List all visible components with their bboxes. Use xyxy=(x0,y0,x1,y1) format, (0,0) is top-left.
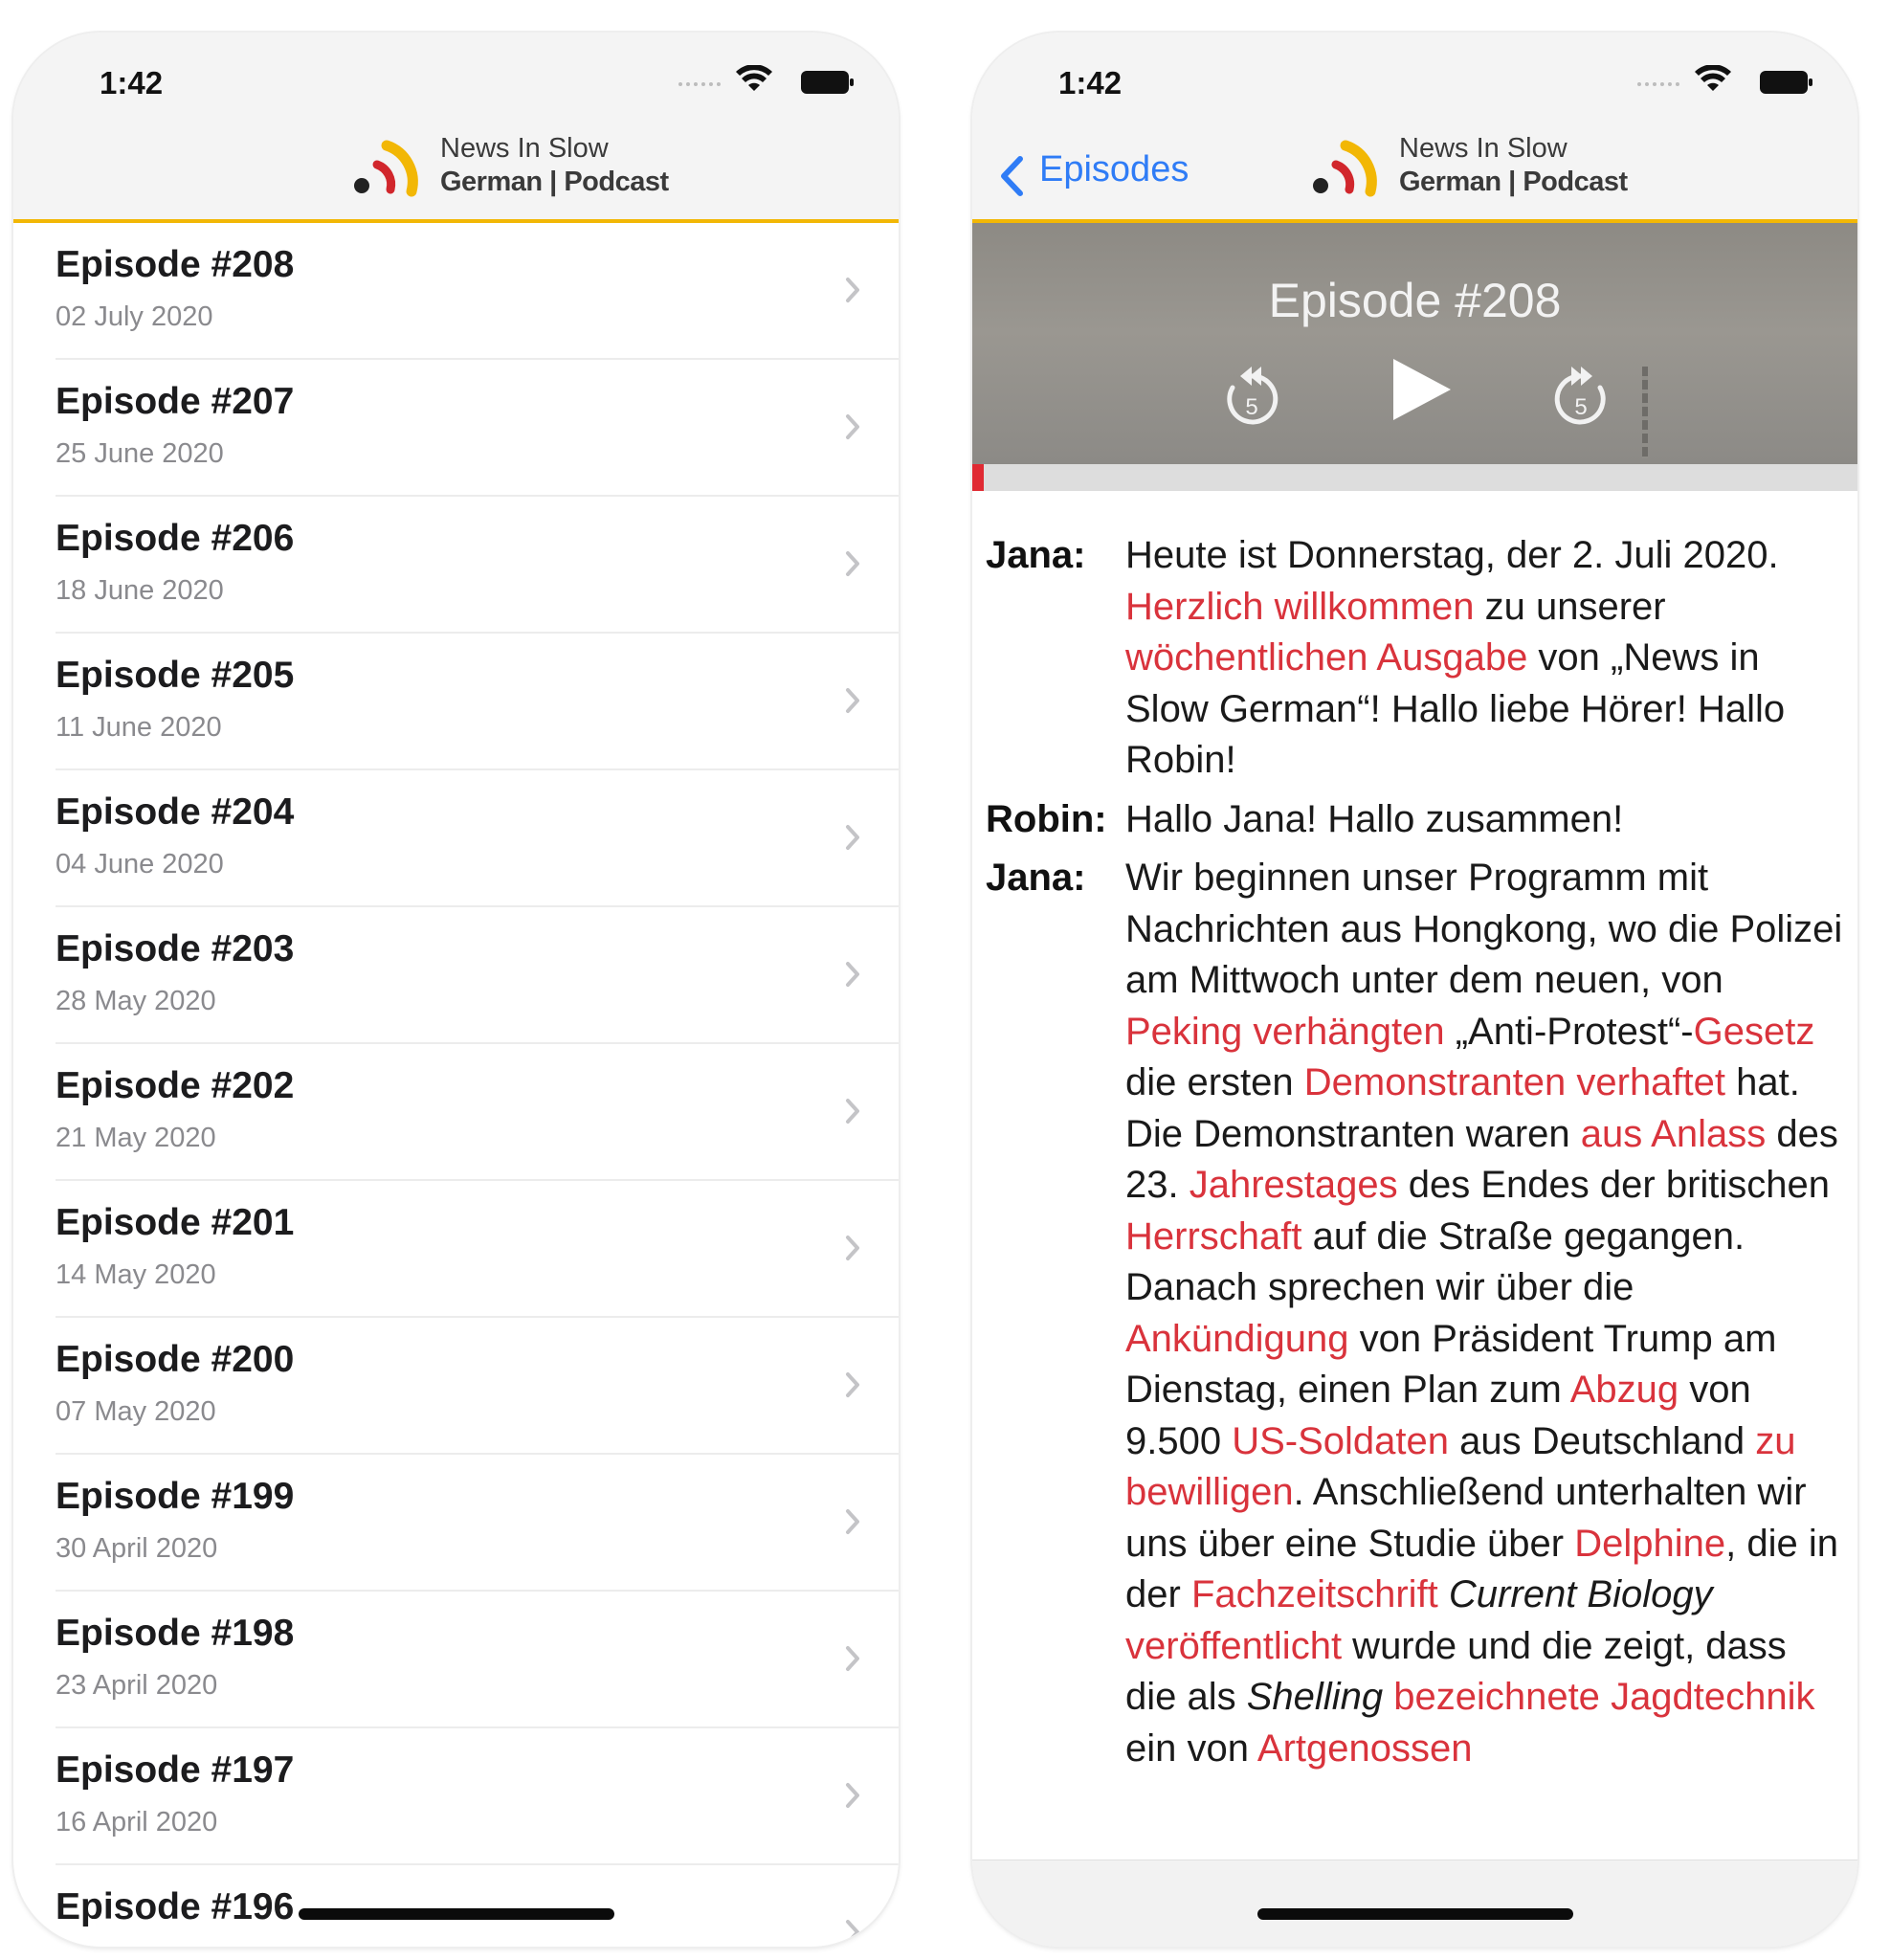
transcript-segment: ein von xyxy=(1125,1726,1257,1770)
chevron-right-icon xyxy=(845,1919,860,1946)
vocabulary-term[interactable]: veröffentlicht xyxy=(1125,1624,1343,1667)
vocabulary-term[interactable]: Jagdtechnik xyxy=(1611,1676,1815,1718)
episode-row[interactable] xyxy=(13,497,899,634)
logo-text xyxy=(440,132,669,199)
episode-title: Episode #205 xyxy=(56,655,295,696)
rewind-seconds: 5 xyxy=(1245,394,1258,420)
episode-date: 23 April 2020 xyxy=(56,1670,218,1701)
cellular-signal-icon xyxy=(1637,82,1679,90)
episode-date: 30 April 2020 xyxy=(56,1533,218,1564)
rewind-5-button[interactable] xyxy=(1217,357,1286,438)
rewind-5-icon xyxy=(1217,357,1286,434)
chevron-right-icon xyxy=(845,1371,860,1398)
episode-row[interactable] xyxy=(13,1592,899,1728)
chevron-right-icon xyxy=(845,1508,860,1535)
battery-icon xyxy=(801,71,855,94)
transcript-text xyxy=(1125,530,1847,787)
episode-date: 16 April 2020 xyxy=(56,1807,218,1838)
episode-title: Episode #208 xyxy=(56,244,295,285)
episode-row[interactable] xyxy=(13,1728,899,1865)
app-logo xyxy=(1307,128,1628,205)
playback-progress-fill xyxy=(972,464,984,491)
transcript xyxy=(986,530,1847,1782)
back-button-label: Episodes xyxy=(1039,149,1190,189)
transcript-text xyxy=(1125,794,1847,846)
vocabulary-term[interactable]: Ankündigung xyxy=(1125,1317,1349,1360)
vocabulary-term[interactable]: Herzlich willkommen xyxy=(1125,585,1475,628)
player-episode-title: Episode #208 xyxy=(1268,274,1562,327)
play-icon xyxy=(1384,353,1456,426)
transcript-segment: wurde und die zeigt, dass die als xyxy=(1125,1624,1787,1718)
rss-broadcast-icon xyxy=(1307,128,1393,205)
episode-title: Episode #197 xyxy=(56,1749,295,1791)
battery-icon xyxy=(1760,71,1813,94)
speaker-name: Jana: xyxy=(986,857,1086,899)
episode-title: Episode #203 xyxy=(56,928,295,969)
app-logo xyxy=(348,128,669,205)
transcript-segment xyxy=(1383,1676,1393,1718)
rss-broadcast-icon xyxy=(348,128,434,205)
episode-title: Episode #200 xyxy=(56,1339,295,1380)
nav-header xyxy=(972,33,1857,223)
transcript-segment: Hallo Jana! Hallo zusammen! xyxy=(1125,797,1624,840)
episode-date: 14 May 2020 xyxy=(56,1259,216,1290)
vocabulary-term[interactable]: Herrschaft xyxy=(1125,1214,1302,1258)
episode-date: 25 June 2020 xyxy=(56,438,224,469)
episode-date: 18 June 2020 xyxy=(56,575,224,606)
home-indicator[interactable] xyxy=(1257,1908,1573,1920)
forward-5-button[interactable] xyxy=(1546,357,1615,438)
bottom-bar xyxy=(972,1860,1857,1947)
chevron-right-icon xyxy=(845,413,860,440)
episode-title: Episode #206 xyxy=(56,518,295,559)
status-time: 1:42 xyxy=(1058,65,1123,100)
vocabulary-term[interactable]: Gesetz xyxy=(1693,1010,1815,1053)
episode-date: 21 May 2020 xyxy=(56,1123,216,1153)
transcript-segment: von „News in Slow German“! Hallo liebe Hörer! Hallo Robin! xyxy=(1125,636,1786,781)
chevron-left-icon xyxy=(999,155,1024,197)
vocabulary-term[interactable]: zu bewilligen xyxy=(1125,1419,1796,1513)
episode-list-screen xyxy=(13,33,899,1947)
forward-5-icon xyxy=(1546,357,1615,434)
volume-indicator xyxy=(1642,367,1648,458)
transcript-segment: Wir beginnen unser Programm mit Nachrichten aus Hongkong, wo die Polizei am Mittwoch unter dem neuen, von xyxy=(1125,857,1843,1001)
transcript-segment: hat. Die Demonstranten waren xyxy=(1125,1061,1800,1155)
transcript-segment xyxy=(1600,1676,1611,1718)
vocabulary-term[interactable]: Artgenossen xyxy=(1256,1726,1473,1770)
chevron-right-icon xyxy=(845,550,860,577)
vocabulary-term[interactable]: Abzug xyxy=(1569,1369,1679,1411)
logo-line2: German | Podcast xyxy=(1399,167,1628,197)
vocabulary-term[interactable]: Peking verhängten xyxy=(1125,1010,1445,1053)
speaker-name: Jana: xyxy=(986,534,1086,576)
status-time: 1:42 xyxy=(100,65,164,100)
logo-line1: News In Slow xyxy=(1399,133,1568,164)
chevron-right-icon xyxy=(845,824,860,851)
episode-title: Episode #198 xyxy=(56,1613,295,1654)
episode-title: Episode #202 xyxy=(56,1065,295,1106)
vocabulary-term[interactable]: aus Anlass xyxy=(1580,1112,1767,1155)
episode-row[interactable] xyxy=(13,1318,899,1455)
speaker-name: Robin: xyxy=(986,797,1107,840)
chevron-right-icon xyxy=(845,1235,860,1261)
italic-text: Shelling xyxy=(1246,1676,1384,1718)
episode-row[interactable] xyxy=(13,223,899,360)
vocabulary-term[interactable]: Demonstranten verhaftet xyxy=(1303,1061,1726,1103)
transcript-segment: zu unserer xyxy=(1474,585,1666,628)
transcript-segment: , die in der xyxy=(1125,1522,1838,1615)
wifi-icon xyxy=(1695,65,1731,94)
episode-date: 02 July 2020 xyxy=(56,301,213,332)
vocabulary-term[interactable]: Jahrestages xyxy=(1189,1164,1398,1206)
chevron-right-icon xyxy=(845,1782,860,1809)
transcript-text xyxy=(1125,853,1847,1774)
logo-text xyxy=(1399,132,1628,199)
episode-title: Episode #207 xyxy=(56,381,295,422)
episode-title: Episode #201 xyxy=(56,1202,295,1243)
vocabulary-term[interactable]: US-Soldaten xyxy=(1232,1419,1450,1462)
transcript-fade xyxy=(972,1836,1857,1860)
transcript-line xyxy=(986,853,1847,1774)
transcript-segment: von 9.500 xyxy=(1125,1369,1751,1462)
episode-date: 11 June 2020 xyxy=(56,712,222,743)
playback-progress-bar[interactable] xyxy=(972,464,1857,491)
vocabulary-term[interactable]: wöchentlichen Ausgabe xyxy=(1125,636,1528,679)
episode-row[interactable] xyxy=(13,1865,899,1947)
transcript-segment: aus Deutschland xyxy=(1449,1419,1756,1462)
episode-row[interactable] xyxy=(13,770,899,907)
home-indicator[interactable] xyxy=(299,1908,614,1920)
transcript-segment: die ersten xyxy=(1125,1061,1304,1103)
transcript-segment: von Präsident Trump am Dienstag, einen Plan zum xyxy=(1125,1317,1777,1411)
transcript-segment xyxy=(1438,1573,1449,1615)
forward-seconds: 5 xyxy=(1574,394,1588,420)
episode-title: Episode #204 xyxy=(56,791,295,833)
episode-date: 07 May 2020 xyxy=(56,1396,216,1427)
episode-date: 04 June 2020 xyxy=(56,849,224,880)
nav-header xyxy=(13,33,899,223)
audio-player xyxy=(972,223,1857,464)
episode-row[interactable] xyxy=(13,1181,899,1318)
vocabulary-term[interactable]: Fachzeitschrift xyxy=(1190,1573,1438,1615)
italic-text: Current Biology xyxy=(1448,1573,1713,1615)
wifi-icon xyxy=(736,65,772,94)
episode-date: 28 May 2020 xyxy=(56,986,216,1016)
episode-row[interactable] xyxy=(13,907,899,1044)
episode-list xyxy=(13,223,899,1947)
logo-line1: News In Slow xyxy=(440,133,609,164)
chevron-right-icon xyxy=(845,1098,860,1125)
episode-row[interactable] xyxy=(13,1455,899,1592)
chevron-right-icon xyxy=(845,1645,860,1672)
transcript-line xyxy=(986,530,1847,787)
status-icons xyxy=(1622,65,1813,100)
vocabulary-term[interactable]: Delphine xyxy=(1574,1522,1726,1565)
chevron-right-icon xyxy=(845,961,860,988)
episode-row[interactable] xyxy=(13,634,899,770)
status-icons xyxy=(663,65,855,100)
transcript-segment: „Anti-Protest“- xyxy=(1444,1010,1694,1053)
logo-line2: German | Podcast xyxy=(440,167,669,197)
chevron-right-icon xyxy=(845,277,860,303)
cellular-signal-icon xyxy=(678,82,721,90)
transcript-segment: . Anschließend unterhalten wir uns über eine Studie über xyxy=(1125,1471,1807,1565)
episode-row[interactable] xyxy=(13,1044,899,1181)
chevron-right-icon xyxy=(845,687,860,714)
transcript-segment: des Endes der britischen xyxy=(1397,1164,1831,1206)
episode-row[interactable] xyxy=(13,360,899,497)
play-button[interactable] xyxy=(1384,353,1456,431)
episode-detail-screen xyxy=(972,33,1857,1947)
transcript-line xyxy=(986,794,1847,846)
transcript-segment: Heute ist Donnerstag, der 2. Juli 2020. xyxy=(1125,534,1779,576)
transcript-segment: des 23. xyxy=(1125,1112,1838,1206)
episode-title: Episode #199 xyxy=(56,1476,295,1517)
vocabulary-term[interactable]: bezeichnete xyxy=(1393,1676,1600,1718)
episode-title: Episode #196 xyxy=(56,1886,295,1927)
transcript-segment: auf die Straße gegangen. Danach sprechen wir über die xyxy=(1125,1214,1745,1308)
